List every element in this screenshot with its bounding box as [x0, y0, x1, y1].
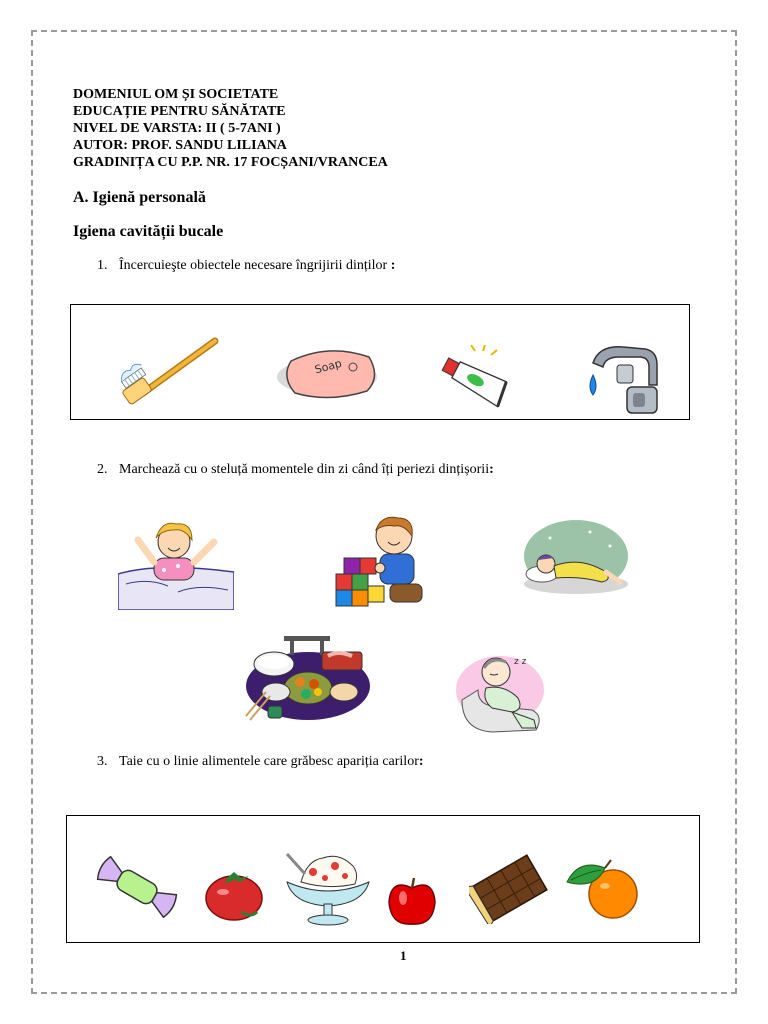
section-title: A. Igienă personală — [73, 189, 206, 206]
header-domain: DOMENIUL OM ȘI SOCIETATE — [73, 87, 279, 102]
task-colon: : — [489, 462, 494, 477]
tomato-icon[interactable] — [201, 866, 267, 926]
food-items-box — [66, 815, 700, 943]
header-level: NIVEL DE VARSTA: II ( 5-7ANI ) — [73, 121, 281, 136]
child-dozing-icon[interactable] — [452, 650, 552, 736]
subsection-title: Igiena cavității bucale — [73, 223, 224, 240]
dental-care-items-box — [70, 304, 690, 420]
child-playing-blocks-icon[interactable] — [332, 512, 428, 608]
task-number: 3. — [97, 754, 108, 769]
soap-icon[interactable] — [269, 341, 379, 401]
task-text: Marchează cu o steluță momentele din zi când îți periezi dințișorii — [119, 462, 490, 477]
task-text: Taie cu o linie alimentele care grăbesc apariția carilor — [119, 754, 419, 769]
task-3 — [97, 754, 424, 770]
task-text: Încercuieşte obiectele necesare îngrijirii dinților — [119, 258, 391, 273]
child-waking-up-icon[interactable] — [118, 514, 234, 610]
chocolate-bar-icon[interactable] — [469, 852, 551, 924]
toothpaste-icon[interactable] — [431, 345, 521, 411]
task-1 — [97, 258, 395, 274]
page-number: 1 — [400, 948, 407, 963]
task-number: 2. — [97, 462, 108, 477]
food-platter-icon[interactable] — [244, 632, 372, 724]
task-colon: : — [418, 754, 424, 769]
task-number: 1. — [97, 258, 108, 273]
soap-label: Soap — [313, 356, 344, 377]
task-colon: : — [390, 258, 396, 273]
ice-cream-sundae-icon[interactable] — [283, 844, 373, 928]
toothbrush-icon[interactable] — [121, 333, 221, 409]
task-2 — [97, 462, 494, 478]
faucet-icon[interactable] — [579, 341, 669, 415]
header-subject: EDUCAȚIE PENTRU SĂNĂTATE — [73, 104, 286, 119]
svg-text:z z: z z — [514, 657, 527, 667]
child-sleeping-icon[interactable] — [520, 516, 630, 596]
orange-icon[interactable] — [565, 854, 645, 924]
candy-icon[interactable] — [91, 852, 183, 922]
header-school: GRADINIȚA CU P.P. NR. 17 FOCȘANI/VRANCEA — [73, 155, 388, 170]
header-author: AUTOR: PROF. SANDU LILIANA — [73, 138, 287, 153]
document-header — [73, 86, 388, 171]
apple-icon[interactable] — [385, 872, 439, 930]
